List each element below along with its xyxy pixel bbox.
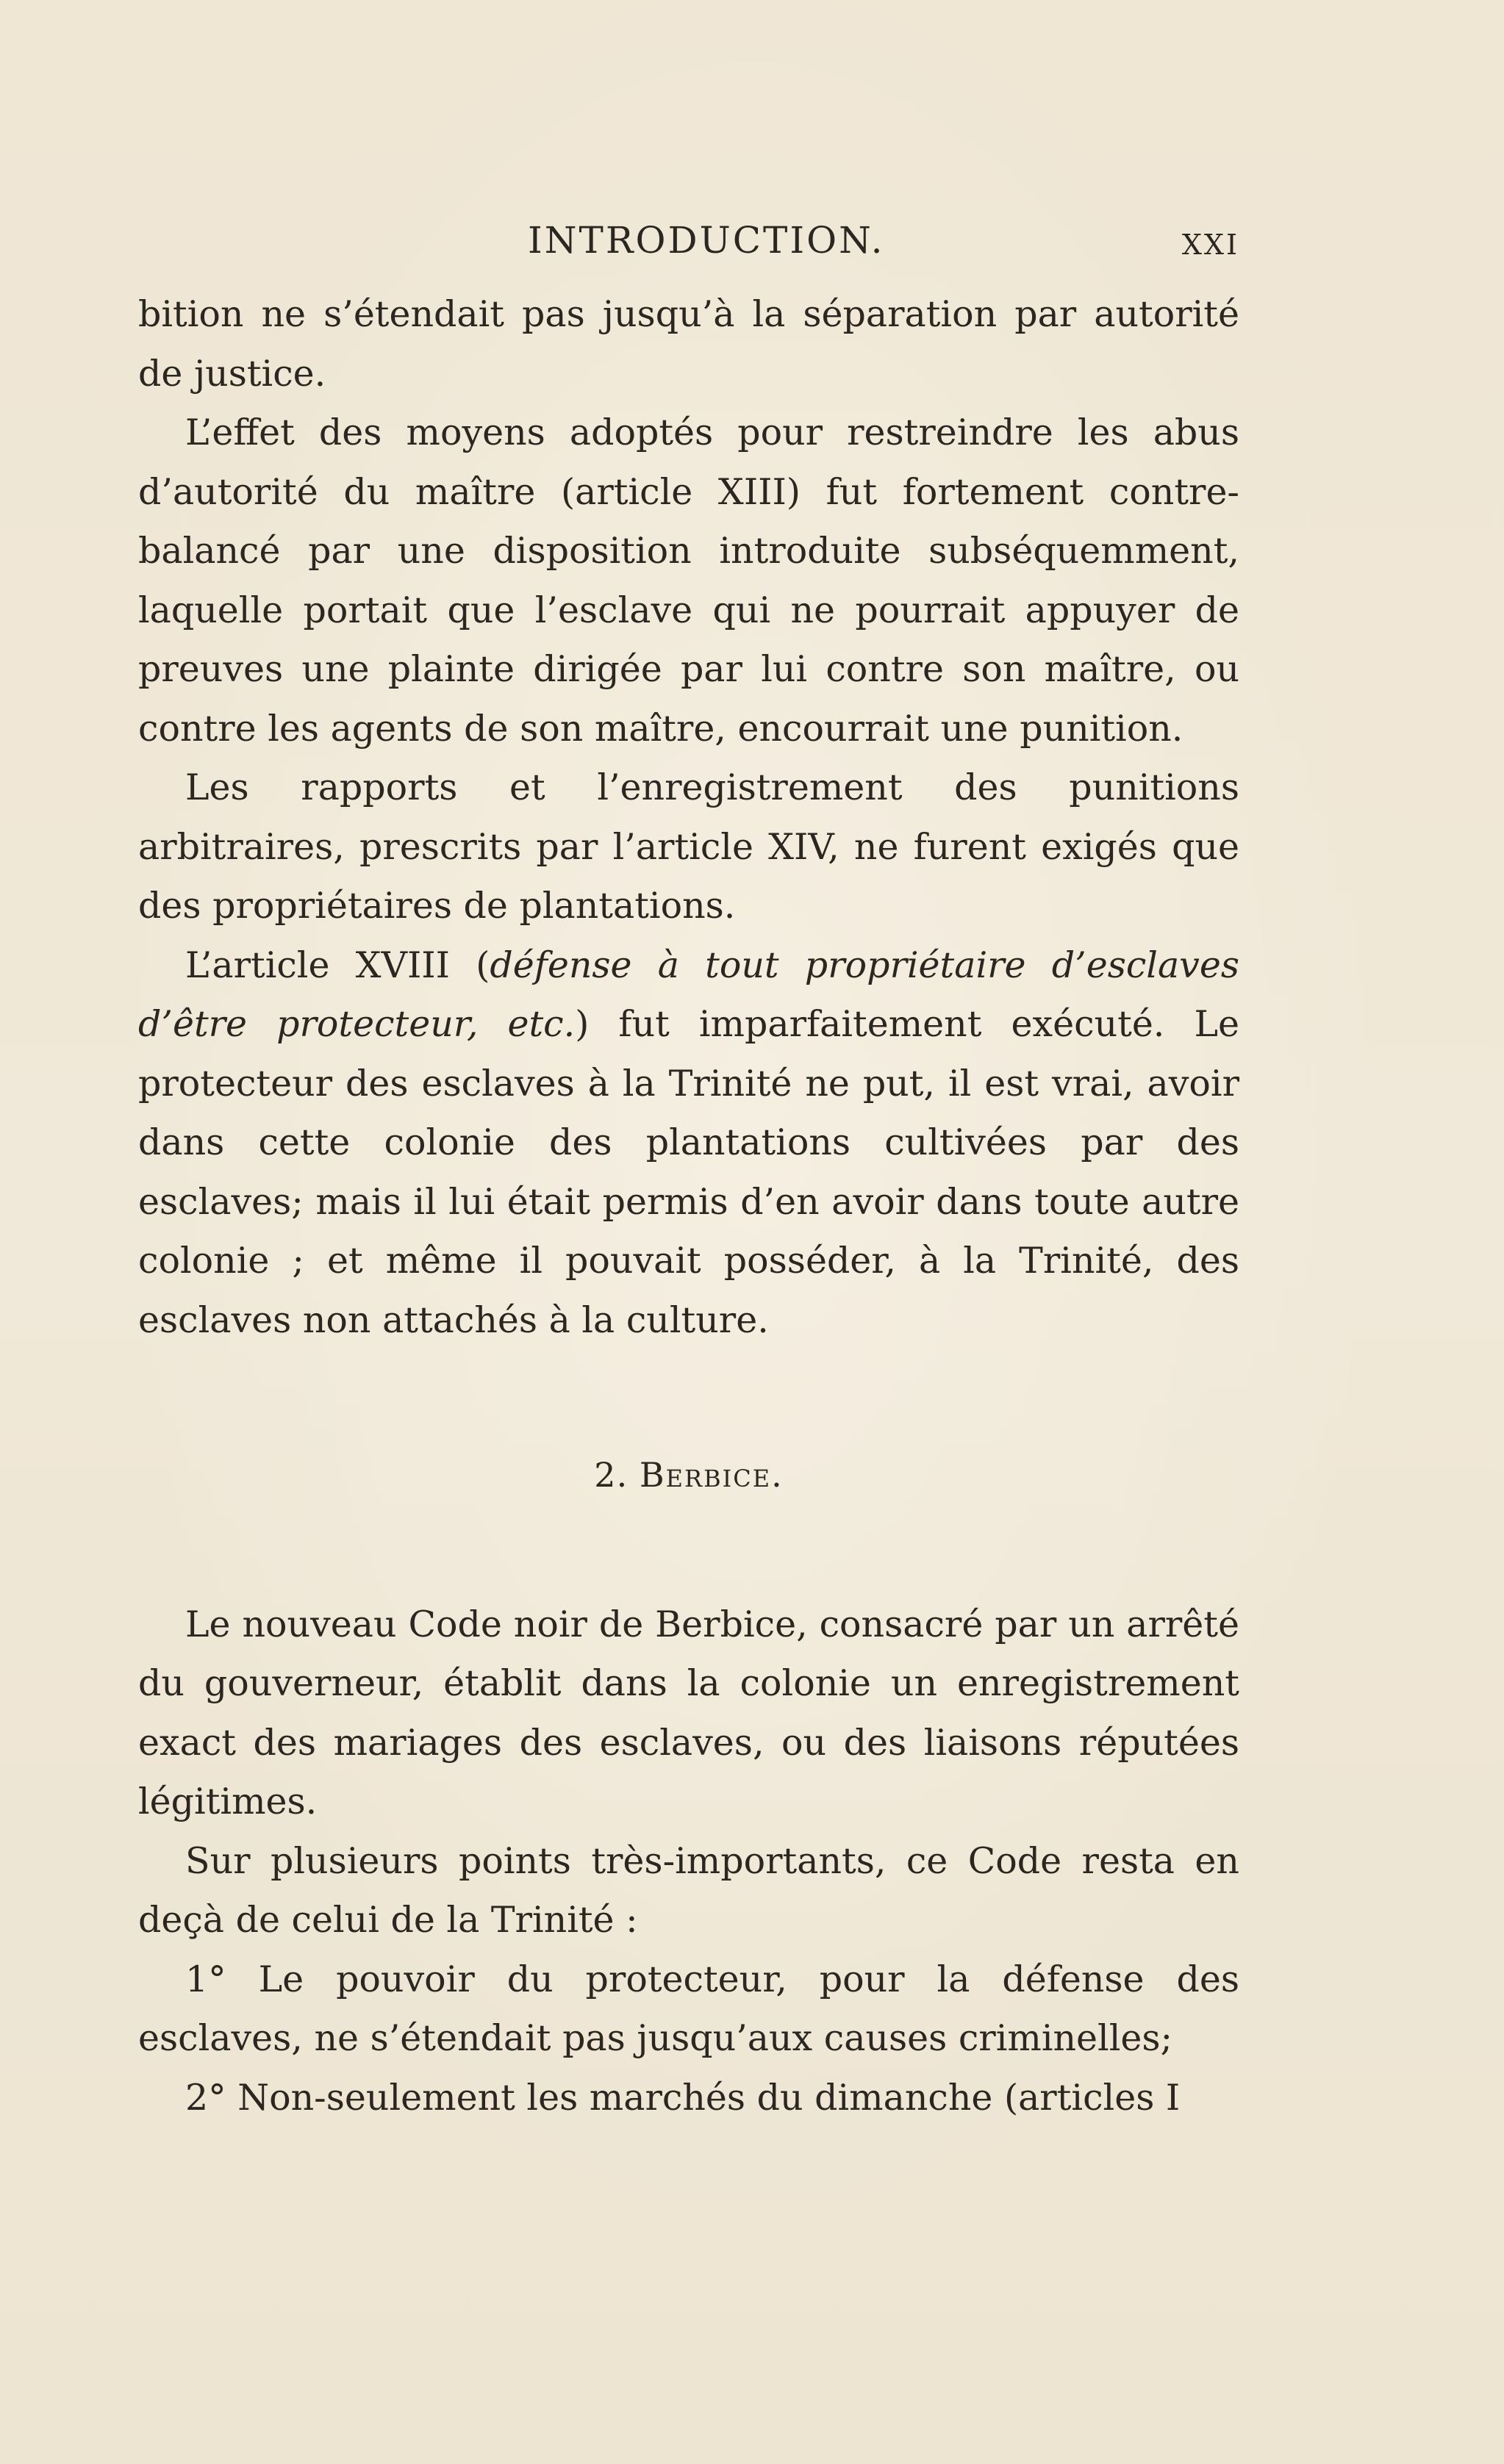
body-text: [138, 285, 1239, 2127]
paragraph-continuation: bition ne s’étendait pas jusqu’à la séparation par autorité de justice.: [138, 293, 1239, 395]
paragraph-code-noir: Le nouveau Code noir de Berbice, consacré par un arrêté du gouverneur, établit dans la colonie un enregistrement exact des mariages des esclaves, ou des liaisons réputées légitimes.: [138, 1603, 1239, 1822]
paragraph-item-1: 1° Le pouvoir du protecteur, pour la défense des esclaves, ne s’étendait pas jusqu’aux causes criminelles;: [138, 1958, 1239, 2059]
paragraph-article-xviii-italic: défense à tout propriétaire d’esclaves d’être protecteur, etc.: [138, 944, 1239, 1045]
paragraph-article-xiii: L’effet des moyens adoptés pour restreindre les abus d’autorité du maître (article XIII) fut fortement contre-balancé par une disposition introduite subséquemment, laquelle portait que l’esclave qui ne pourrait appuyer de preuves une plainte dirigée par lui contre son maître, ou contre les agents de son maître, encourrait une punition.: [138, 412, 1239, 750]
paragraph-article-xviii-end: ) fut imparfaitement exécuté. Le protecteur des esclaves à la Trinité ne put, il est vrai, avoir dans cette colonie des plantations cultivées par des esclaves; mais il lui était permis d’en avoir dans toute autre colonie ; et même il pouvait posséder, à la Trinité, des esclaves non attachés à la culture.: [138, 1003, 1239, 1341]
running-title: INTRODUCTION.: [528, 219, 885, 262]
section-name: Berbice.: [639, 1455, 784, 1495]
page-number: XXI: [1181, 229, 1239, 261]
paragraph-article-xviii-start: L’article XVIII (: [185, 944, 490, 986]
paragraph-article-xviii: [138, 936, 1239, 1351]
section-number: 2.: [594, 1455, 629, 1495]
paragraph-item-2: 2° Non-seulement les marchés du dimanche (articles I: [185, 2076, 1181, 2119]
section-heading: [138, 1445, 1239, 1505]
page-header: [138, 215, 1239, 266]
paragraph-article-xiv: Les rapports et l’enregistrement des punitions arbitraires, prescrits par l’article XIV, ne furent exigés que des propriétaires de plantations.: [138, 766, 1239, 927]
paragraph-points: Sur plusieurs points très-importants, ce Code resta en deçà de celui de la Trinité :: [138, 1839, 1239, 1941]
